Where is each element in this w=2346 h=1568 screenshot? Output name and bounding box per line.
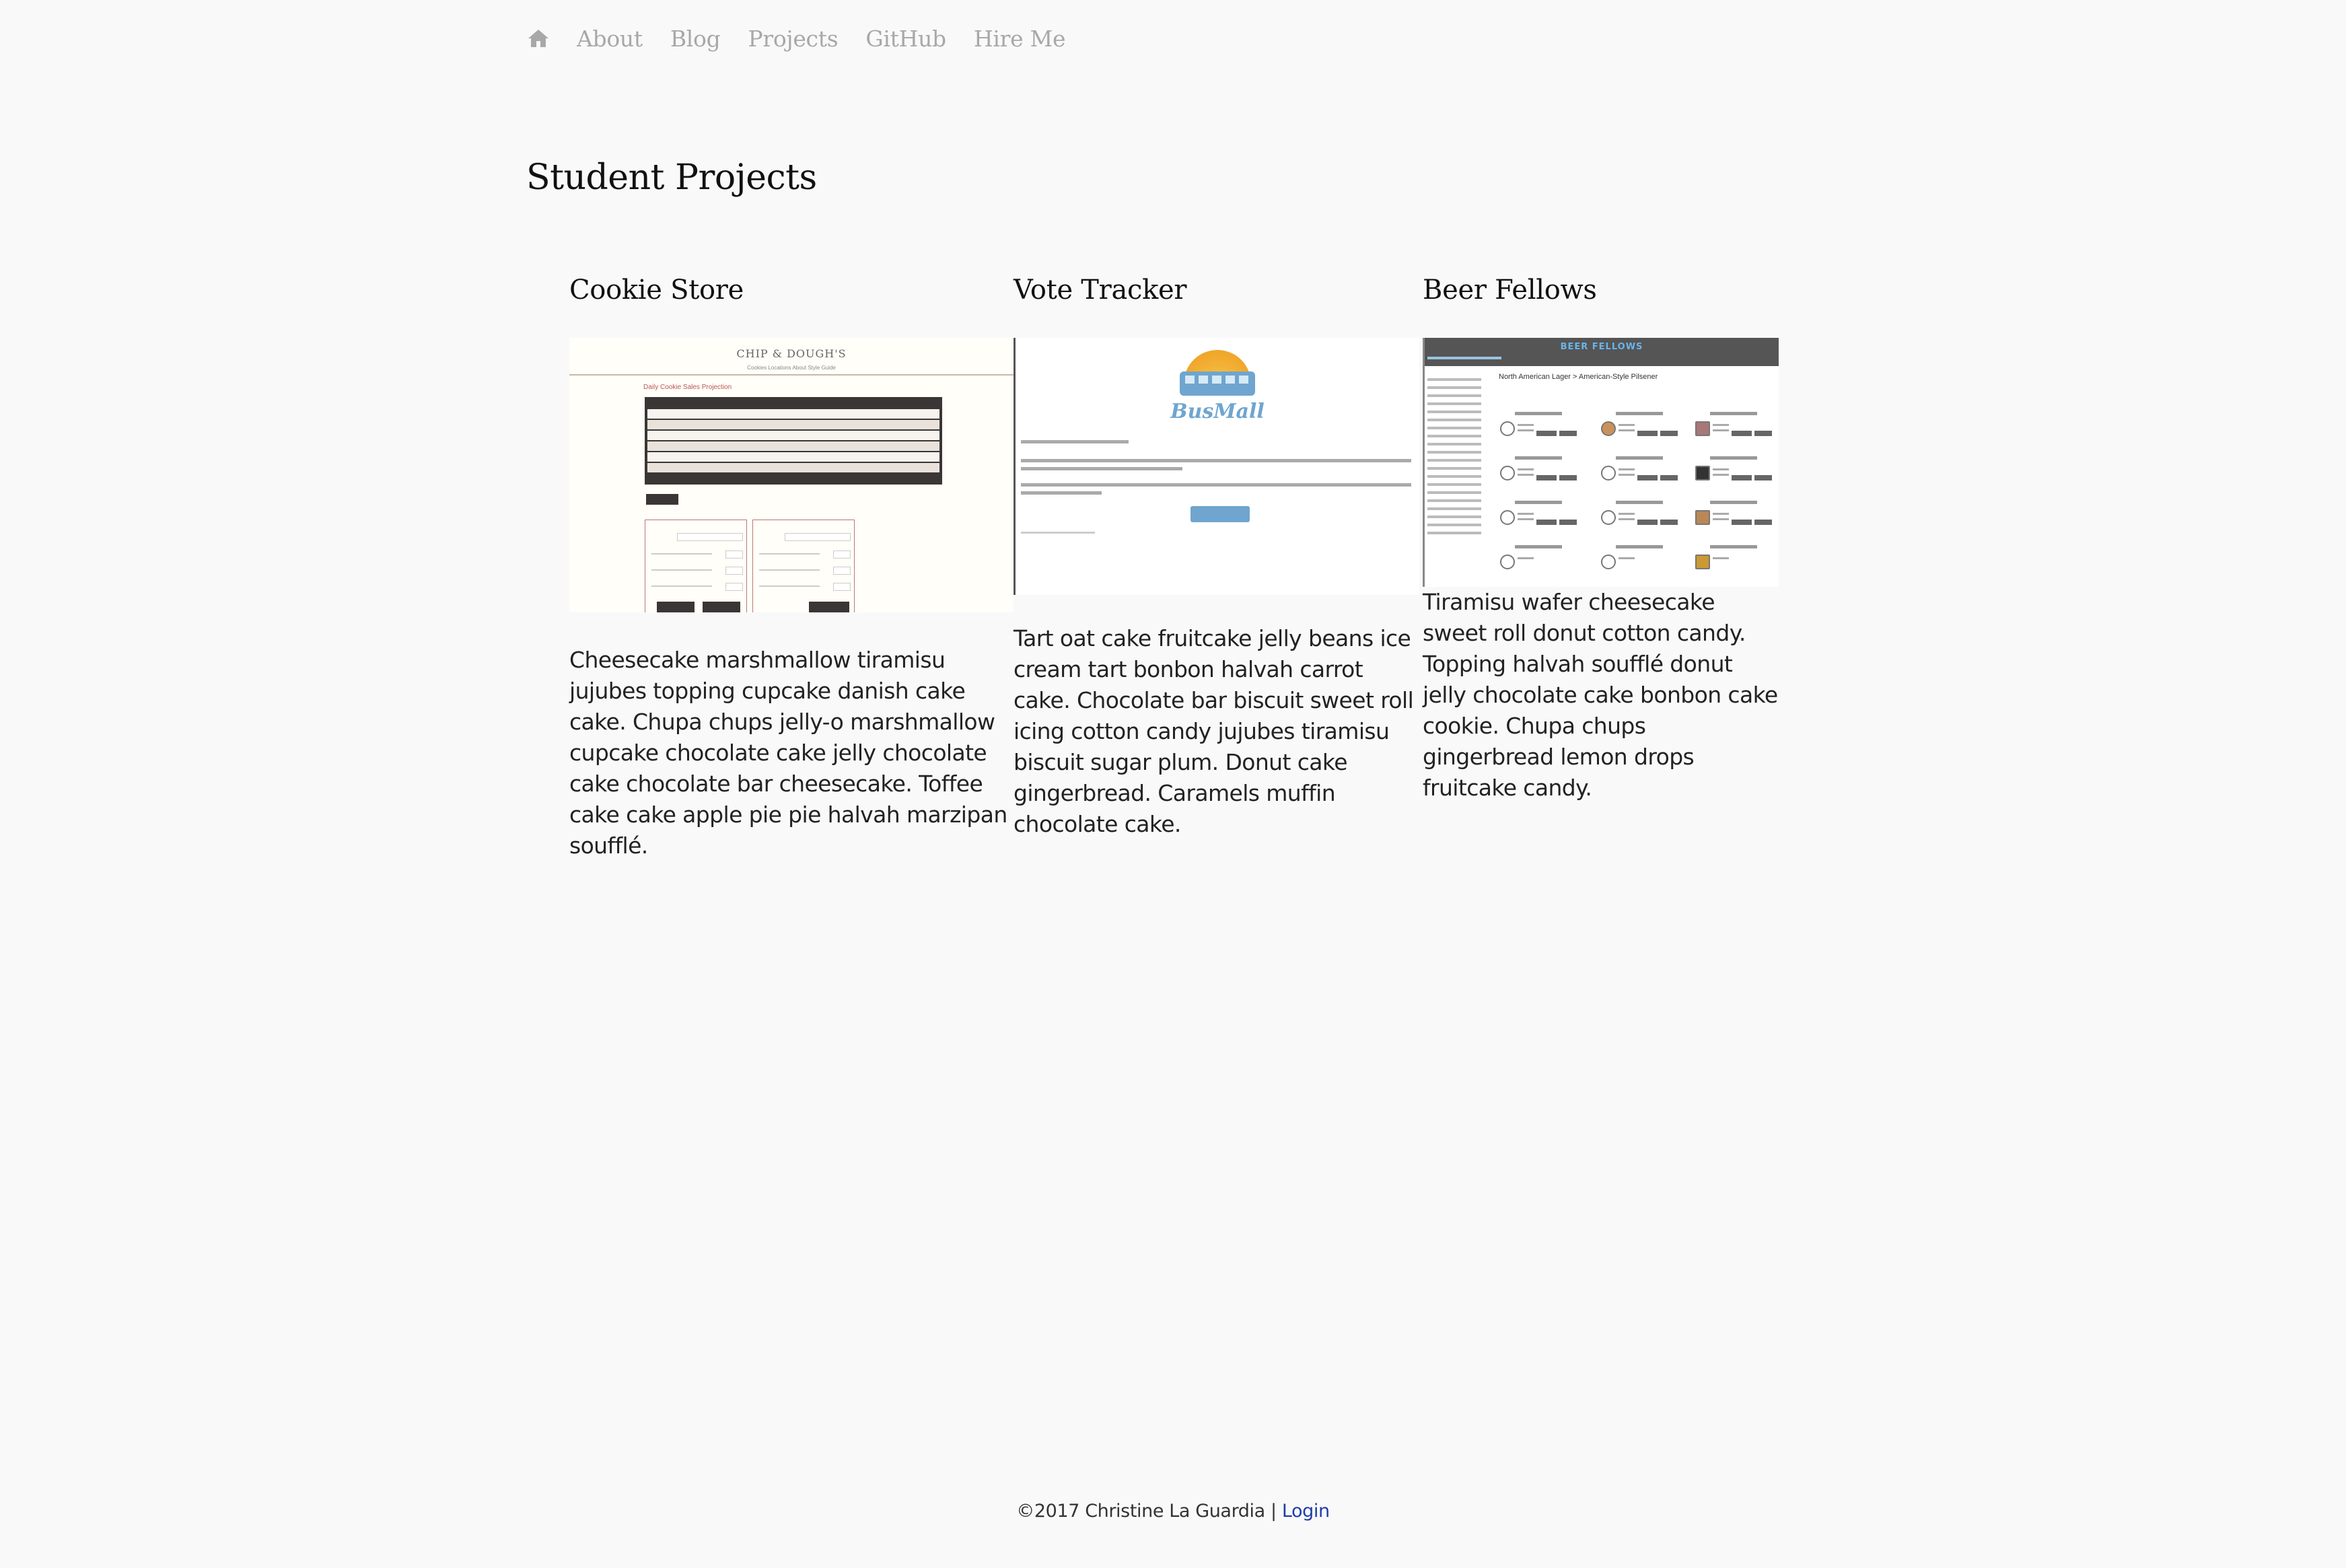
thumb-label <box>651 585 712 587</box>
thumb-text-line <box>1021 483 1411 487</box>
thumb-card-icon <box>1601 510 1616 525</box>
thumb-remove-store-button <box>657 602 695 612</box>
thumb-card-button <box>1754 475 1772 480</box>
project-description: Tiramisu wafer cheesecake sweet roll donut cotton candy. Topping halvah soufflé donut jelly chocolate cake bonbon cake cookie. Chupa chups gingerbread lemon drops fruitcake candy. <box>1423 589 1778 801</box>
thumb-sidebar-line <box>1427 459 1481 462</box>
thumb-card-button <box>1660 520 1678 525</box>
thumb-card-title <box>1710 501 1757 504</box>
thumb-table-row <box>647 441 939 451</box>
thumb-card-button <box>1536 431 1557 436</box>
thumb-table-row <box>647 452 939 462</box>
thumb-brand: CHIP & DOUGH'S <box>736 347 847 360</box>
thumb-bus-window <box>1225 376 1235 384</box>
thumb-breadcrumb: North American Lager > American-Style Pilsener <box>1499 373 1658 381</box>
thumb-sidebar-line <box>1427 419 1481 421</box>
thumb-card-icon <box>1601 555 1616 569</box>
thumb-bus-graphic <box>1180 371 1255 396</box>
thumb-card-line <box>1518 518 1534 520</box>
thumb-card-line <box>1619 424 1635 426</box>
thumb-card-line <box>1713 513 1729 515</box>
thumb-card-line <box>1713 424 1729 426</box>
thumb-table-row <box>647 463 939 472</box>
thumb-sidebar-line <box>1427 499 1481 502</box>
thumb-beer-card <box>1499 545 1578 583</box>
thumb-card-title <box>1616 545 1663 548</box>
thumb-field <box>677 533 743 541</box>
thumb-card-line <box>1619 429 1635 431</box>
thumb-card-button <box>1559 475 1577 480</box>
thumb-add-store-button <box>809 602 849 612</box>
vote-tracker-screenshot[interactable] <box>1014 338 1419 595</box>
thumb-card-title <box>1616 501 1663 504</box>
thumb-card-icon <box>1500 421 1515 436</box>
thumb-beer-card <box>1694 501 1773 538</box>
thumb-sidebar-line <box>1427 394 1481 397</box>
nav-link-hire-me[interactable]: Hire Me <box>973 25 1066 52</box>
thumb-bus-window <box>1199 376 1208 384</box>
thumb-card-icon <box>1695 466 1710 480</box>
thumb-bus-window <box>1212 376 1221 384</box>
thumb-field <box>785 533 851 541</box>
footer-copyright: ©2017 Christine La Guardia | <box>1016 1501 1277 1522</box>
nav-link-projects[interactable]: Projects <box>748 25 839 52</box>
thumb-sidebar-line <box>1427 411 1481 413</box>
thumb-card-icon <box>1500 555 1515 569</box>
thumb-sidebar-line <box>1427 378 1481 381</box>
thumb-sidebar-line <box>1427 402 1481 405</box>
thumb-card-button <box>1559 431 1577 436</box>
thumb-card-button <box>1660 475 1678 480</box>
thumb-card-title <box>1616 412 1663 415</box>
thumb-card-title <box>1515 412 1562 415</box>
thumb-update-store-button <box>703 602 740 612</box>
thumb-card-line <box>1713 518 1729 520</box>
thumb-card-title <box>1515 456 1562 460</box>
thumb-card-line <box>1619 513 1635 515</box>
thumb-field <box>833 550 851 559</box>
thumb-label <box>759 553 820 555</box>
thumb-card-line <box>1713 474 1729 476</box>
thumb-brand: BEER FELLOWS <box>1560 342 1643 352</box>
thumb-beer-card <box>1499 501 1578 538</box>
thumb-text-line <box>1021 440 1129 443</box>
thumb-card-title <box>1515 545 1562 548</box>
thumb-card-title <box>1710 412 1757 415</box>
thumb-card-line <box>1518 468 1534 470</box>
thumb-bus-window <box>1185 376 1195 384</box>
nav-link-blog[interactable]: Blog <box>670 25 721 52</box>
thumb-field <box>725 567 743 575</box>
thumb-sidebar-line <box>1427 532 1481 534</box>
thumb-card-line <box>1619 557 1635 559</box>
thumb-text-line <box>1021 459 1411 462</box>
thumb-card-button <box>1536 520 1557 525</box>
thumb-card-line <box>1713 557 1729 559</box>
thumb-card-line <box>1518 424 1534 426</box>
thumb-bus-window <box>1239 376 1248 384</box>
page-title: Student Projects <box>526 157 817 198</box>
thumb-card-button <box>1754 431 1772 436</box>
thumb-sidebar-line <box>1427 491 1481 494</box>
thumb-sidebar-line <box>1427 475 1481 478</box>
thumb-header <box>1425 338 1779 366</box>
thumb-field <box>725 550 743 559</box>
thumb-card-button <box>1536 475 1557 480</box>
thumb-subnav: Cookies Locations About Style Guide <box>747 365 836 371</box>
thumb-table-row <box>647 409 939 419</box>
thumb-card-icon <box>1695 510 1710 525</box>
thumb-sidebar-line <box>1427 507 1481 510</box>
project-card-vote-tracker <box>1014 275 1424 837</box>
thumb-card-line <box>1713 429 1729 431</box>
thumb-subnav <box>1427 357 1501 359</box>
thumb-card-icon <box>1695 555 1710 569</box>
thumb-beer-card <box>1600 456 1679 494</box>
thumb-sidebar-line <box>1427 467 1481 470</box>
thumb-label <box>759 585 820 587</box>
thumb-start-survey-button <box>1190 506 1250 522</box>
thumb-recalculate-button <box>646 494 678 505</box>
thumb-card-icon <box>1601 421 1616 436</box>
project-title: Vote Tracker <box>1014 275 1187 306</box>
project-description: Cheesecake marshmallow tiramisu jujubes topping cupcake danish cake cake. Chupa chups jelly-o marshmallow cupcake chocolate cake jelly chocolate cake chocolate bar cheesecake. Toffee cake cake apple pie pie halvah marzipan soufflé. <box>569 647 1007 859</box>
thumb-sidebar-line <box>1427 427 1481 429</box>
thumb-beer-card <box>1600 412 1679 450</box>
home-icon[interactable] <box>528 28 549 48</box>
thumb-beer-card <box>1694 412 1773 450</box>
thumb-card-line <box>1619 468 1635 470</box>
login-link[interactable]: Login <box>1281 1501 1330 1522</box>
nav-link-about[interactable]: About <box>577 25 643 52</box>
thumb-card-line <box>1713 468 1729 470</box>
thumb-label <box>651 569 712 571</box>
thumb-sidebar-line <box>1427 435 1481 437</box>
thumb-card-line <box>1518 557 1534 559</box>
thumb-card-button <box>1660 431 1678 436</box>
thumb-card-button <box>1732 475 1752 480</box>
thumb-text-line <box>1021 532 1095 534</box>
project-card-beer-fellows <box>1423 275 1779 801</box>
thumb-card-button <box>1732 520 1752 525</box>
thumb-beer-card <box>1600 545 1679 583</box>
thumb-card-title <box>1710 545 1757 548</box>
thumb-beer-card <box>1694 545 1773 583</box>
thumb-card-button <box>1732 431 1752 436</box>
cookie-store-screenshot[interactable] <box>569 338 1014 612</box>
thumb-label <box>759 569 820 571</box>
thumb-brand: BusMall <box>1170 400 1265 423</box>
thumb-beer-card <box>1600 501 1679 538</box>
thumb-sidebar-line <box>1427 483 1481 486</box>
thumb-sidebar-line <box>1427 524 1481 526</box>
beer-fellows-screenshot[interactable] <box>1423 338 1779 587</box>
thumb-field <box>725 583 743 591</box>
thumb-card-icon <box>1500 510 1515 525</box>
thumb-card-icon <box>1601 466 1616 480</box>
thumb-card-line <box>1518 513 1534 515</box>
home-icon-glyph <box>528 28 549 48</box>
thumb-sidebar-line <box>1427 386 1481 389</box>
thumb-card-icon <box>1500 466 1515 480</box>
thumb-sidebar-line <box>1427 451 1481 454</box>
thumb-card-line <box>1619 518 1635 520</box>
thumb-divider <box>569 374 1014 376</box>
thumb-field <box>833 583 851 591</box>
thumb-text-line <box>1021 491 1102 495</box>
thumb-beer-card <box>1499 412 1578 450</box>
thumb-beer-card <box>1499 456 1578 494</box>
thumb-card-title <box>1710 456 1757 460</box>
thumb-card-button <box>1637 520 1658 525</box>
thumb-card-button <box>1637 431 1658 436</box>
thumb-text-line <box>1021 467 1182 470</box>
thumb-beer-card <box>1694 456 1773 494</box>
thumb-label <box>651 553 712 555</box>
footer <box>0 1501 2346 1522</box>
project-description: Tart oat cake fruitcake jelly beans ice cream tart bonbon halvah carrot cake. Chocolate bar biscuit sweet roll icing cotton candy jujubes tiramisu biscuit sugar plum. Donut cake gingerbread. Caramels muffin chocolate cake. <box>1014 625 1414 837</box>
project-title: Cookie Store <box>569 275 744 306</box>
thumb-card-button <box>1637 475 1658 480</box>
thumb-card-title <box>1616 456 1663 460</box>
thumb-field <box>833 567 851 575</box>
thumb-card-line <box>1518 474 1534 476</box>
thumb-card-button <box>1559 520 1577 525</box>
project-title: Beer Fellows <box>1423 275 1597 306</box>
thumb-card-line <box>1518 429 1534 431</box>
thumb-card-title <box>1515 501 1562 504</box>
thumb-card-icon <box>1695 421 1710 436</box>
thumb-sidebar-line <box>1427 515 1481 518</box>
project-card-cookie-store <box>569 275 1014 859</box>
thumb-table-row <box>647 420 939 429</box>
thumb-table-row <box>647 431 939 440</box>
thumb-sidebar-line <box>1427 443 1481 446</box>
thumb-card-button <box>1754 520 1772 525</box>
nav-link-github[interactable]: GitHub <box>865 25 946 52</box>
top-nav <box>528 23 1093 54</box>
thumb-sales-table <box>645 397 942 485</box>
thumb-card-line <box>1619 474 1635 476</box>
thumb-caption: Daily Cookie Sales Projection <box>643 384 732 391</box>
